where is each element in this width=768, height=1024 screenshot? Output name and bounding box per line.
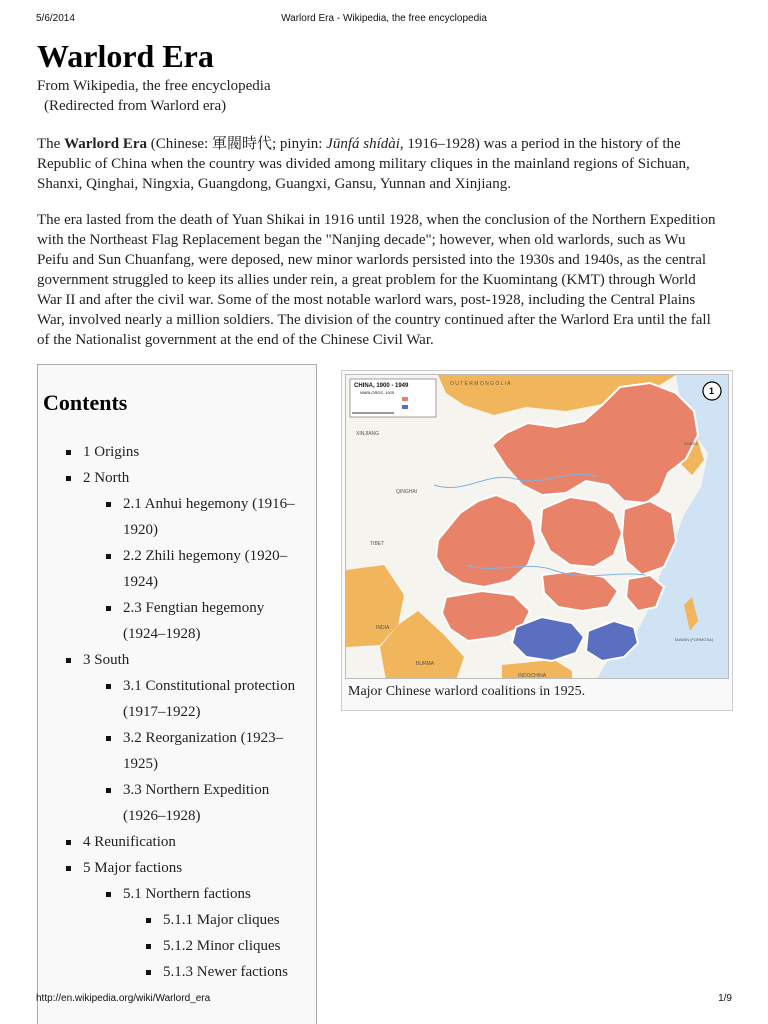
article-tagline: From Wikipedia, the free encyclopedia [37, 78, 271, 94]
toc-item-label[interactable]: 3.1 Constitutional protection (1917–1922) [123, 678, 296, 720]
toc-item[interactable] [38, 907, 316, 933]
print-date: 5/6/2014 [36, 13, 75, 24]
map-figure [341, 370, 733, 711]
toc-item[interactable] [38, 881, 303, 907]
bullet-icon [66, 658, 71, 663]
redirect-notice: (Redirected from Warlord era) [44, 98, 227, 114]
map-label-tibet: TIBET [370, 541, 385, 547]
print-footer [36, 993, 732, 1007]
bullet-icon [146, 970, 151, 975]
toc-item[interactable] [38, 595, 303, 647]
bullet-icon [106, 736, 111, 741]
bullet-icon [66, 866, 71, 871]
map-subtitle: WARLORDS, 1925 [360, 390, 395, 395]
toc-item[interactable] [38, 933, 316, 959]
p1-text-a: The [37, 136, 65, 152]
toc-item-label[interactable]: 5.1 Northern factions [123, 886, 251, 902]
p1-text-e: , 1916–1928) was a period in the history of the Republic of China when the country was divided among military cliques in the mainland regions of Sichuan, Shanxi, Qinghai, Ningxia, Guangdong, Guangxi, Gansu, Yunnan and Xinjiang. [37, 136, 690, 192]
bullet-icon [106, 502, 111, 507]
bullet-icon [106, 606, 111, 611]
map-label-qinghai: QINGHAI [396, 489, 418, 495]
bullet-icon [106, 788, 111, 793]
toc-item-label[interactable]: 5.1.3 Newer factions [163, 964, 288, 980]
toc-item[interactable] [38, 647, 316, 673]
map-label-indochina: INDOCHINA [518, 673, 547, 679]
toc-title: Contents [43, 390, 128, 415]
toc-item[interactable] [38, 543, 303, 595]
era-paragraph: The era lasted from the death of Yuan Shikai in 1916 until 1928, when the conclusion of the Northern Expedition with the Northeast Flag Replacement began the "Nanjing decade"; however, when old warlords, such as Wu Peifu and Sun Chuanfang, were deposed, new minor warlords persisted into the 1930s and 1940s, as the central government struggled to keep its allies under rein, a great problem for the Kuomintang (KMT) through World War II and after the civil war. Some of the most notable warlord wars, post-1928, including the Central Plains War, involved nearly a million soldiers. The division of the country continued after the Warlord Era until the fall of the Nationalist government at the end of the Chinese Civil War. [37, 212, 716, 348]
print-header [36, 13, 732, 27]
map-title: CHINA, 1900 - 1949 [354, 383, 409, 389]
toc-item-label[interactable]: 3 South [83, 652, 130, 668]
toc-item-label[interactable]: 2.1 Anhui hegemony (1916–1920) [123, 496, 295, 538]
toc-item[interactable] [38, 777, 303, 829]
toc-item-label[interactable]: 5.1.1 Major cliques [163, 912, 280, 928]
figure-caption: Major Chinese warlord coalitions in 1925. [348, 684, 586, 699]
p1-text-c: (Chinese: 軍閥時代; pinyin: [147, 136, 327, 152]
toc-item-label[interactable]: 5.1.2 Minor cliques [163, 938, 281, 954]
print-url: http://en.wikipedia.org/wiki/Warlord_era [36, 993, 211, 1004]
toc-item[interactable] [38, 725, 303, 777]
toc-item[interactable] [38, 439, 316, 465]
toc-item[interactable] [38, 855, 316, 881]
map-label-burma: BURMA [416, 661, 435, 667]
warlord-map[interactable] [345, 374, 729, 679]
toc-item-label[interactable]: 1 Origins [83, 444, 140, 460]
toc-item-label[interactable]: 3.3 Northern Expedition (1926–1928) [123, 782, 270, 824]
bullet-icon [146, 918, 151, 923]
article-title: Warlord Era [37, 38, 214, 74]
p1-bold-term: Warlord Era [64, 136, 147, 152]
toc-item-label[interactable]: 2.3 Fengtian hegemony (1924–1928) [123, 600, 265, 642]
print-page-title: Warlord Era - Wikipedia, the free encyclopedia [281, 13, 487, 24]
map-label-outer-mongolia: O U T E R M O N G O L I A [450, 381, 511, 387]
map-label-taiwan: TAIWAN (FORMOSA) [674, 637, 714, 642]
bullet-icon [146, 944, 151, 949]
bullet-icon [66, 450, 71, 455]
bullet-icon [106, 554, 111, 559]
intro-paragraph [37, 134, 717, 194]
toc-item[interactable] [38, 465, 316, 491]
table-of-contents [37, 364, 317, 1024]
map-label-xinjiang: XINJIANG [356, 431, 380, 437]
toc-item-label[interactable]: 3.2 Reorganization (1923–1925) [123, 730, 284, 772]
p1-pinyin: Jūnfá shídài [326, 136, 400, 152]
print-page-number: 1/9 [718, 993, 732, 1004]
bullet-icon [66, 840, 71, 845]
toc-item[interactable] [38, 959, 316, 985]
toc-item[interactable] [38, 829, 316, 855]
toc-item[interactable] [38, 673, 303, 725]
toc-list [38, 439, 316, 985]
toc-item-label[interactable]: 2.2 Zhili hegemony (1920–1924) [123, 548, 288, 590]
toc-item-label[interactable]: 2 North [83, 470, 130, 486]
map-number: 1 [709, 386, 715, 396]
bullet-icon [106, 684, 111, 689]
map-image [346, 375, 729, 679]
toc-item-label[interactable]: 4 Reunification [83, 834, 176, 850]
toc-item-label[interactable]: 5 Major factions [83, 860, 183, 876]
map-label-india: INDIA [376, 625, 390, 631]
bullet-icon [106, 892, 111, 897]
bullet-icon [66, 476, 71, 481]
map-label-korea: KOREA [684, 441, 699, 446]
toc-item[interactable] [38, 491, 303, 543]
